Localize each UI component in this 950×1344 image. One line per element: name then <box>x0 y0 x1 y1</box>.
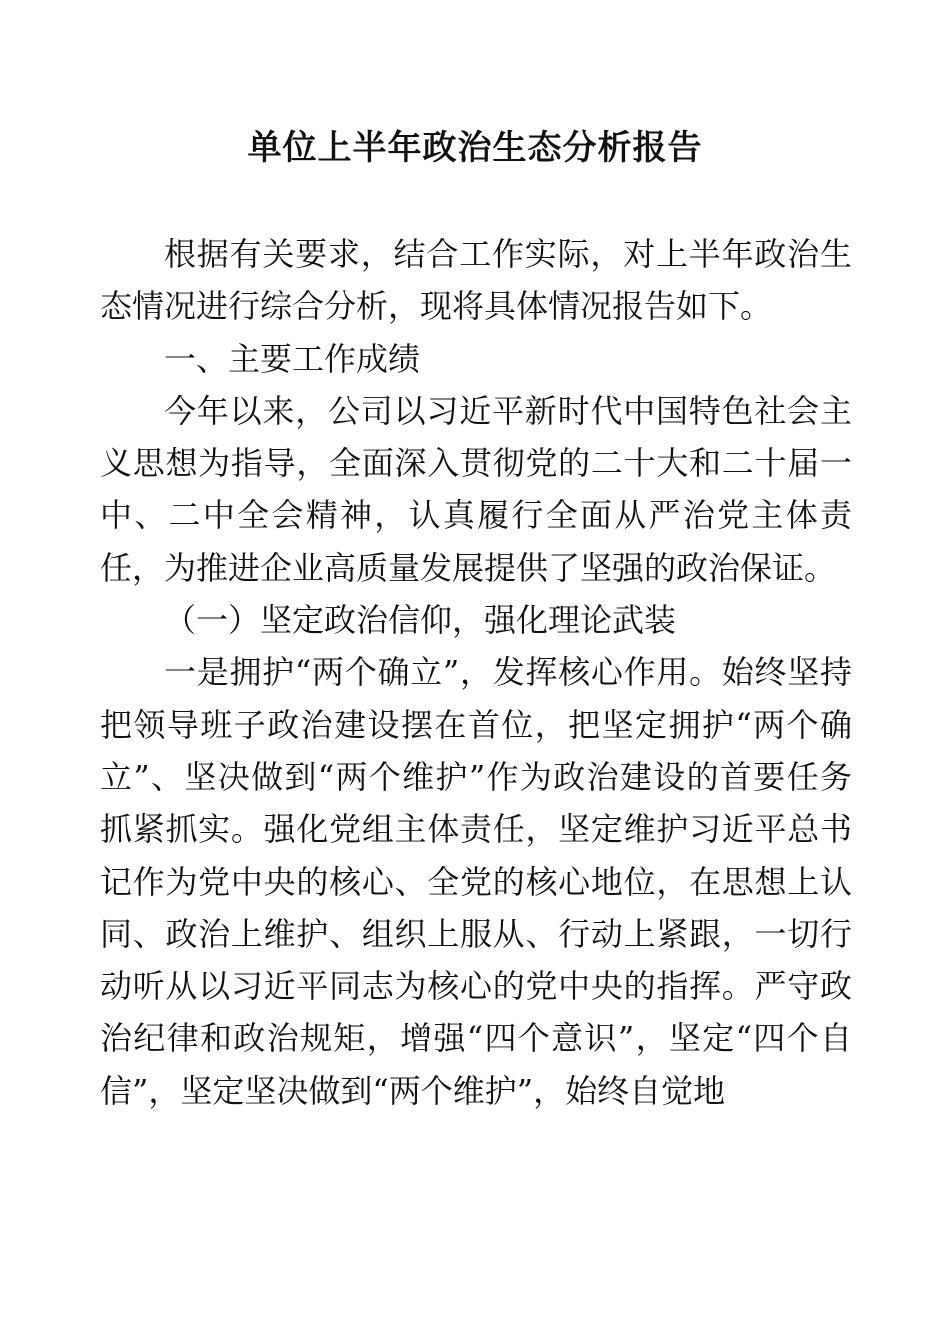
intro-paragraph: 根据有关要求，结合工作实际，对上半年政治生态情况进行综合分析，现将具体情况报告如下。 <box>100 235 852 326</box>
document-body <box>100 228 852 1117</box>
document-title: 单位上半年政治生态分析报告 <box>247 128 703 168</box>
subsection-1-paragraph: 一是拥护“两个确立”，发挥核心作用。始终坚持把领导班子政治建设摆在首位，把坚定拥护“两个确立”、坚决做到“两个维护”作为政治建设的首要任务抓紧抓实。强化党组主体责任，坚定维护习近平总书记作为党中央的核心、全党的核心地位，在思想上认同、政治上维护、组织上服从、行动上紧跟，一切行动听从以习近平同志为核心的党中央的指挥。严守政治纪律和政治规矩，增强“四个意识”，坚定“四个自信”，坚定坚决做到“两个维护”，始终自觉地 <box>100 653 852 1110</box>
section-1-paragraph: 今年以来，公司以习近平新时代中国特色社会主义思想为指导，全面深入贯彻党的二十大和二十届一中、二中全会精神，认真履行全面从严治党主体责任，为推进企业高质量发展提供了坚强的政治保证。 <box>100 391 852 587</box>
subsection-heading-1: （一）坚定政治信仰，强化理论武装 <box>164 601 677 640</box>
section-heading-1: 一、主要工作成绩 <box>164 339 421 378</box>
